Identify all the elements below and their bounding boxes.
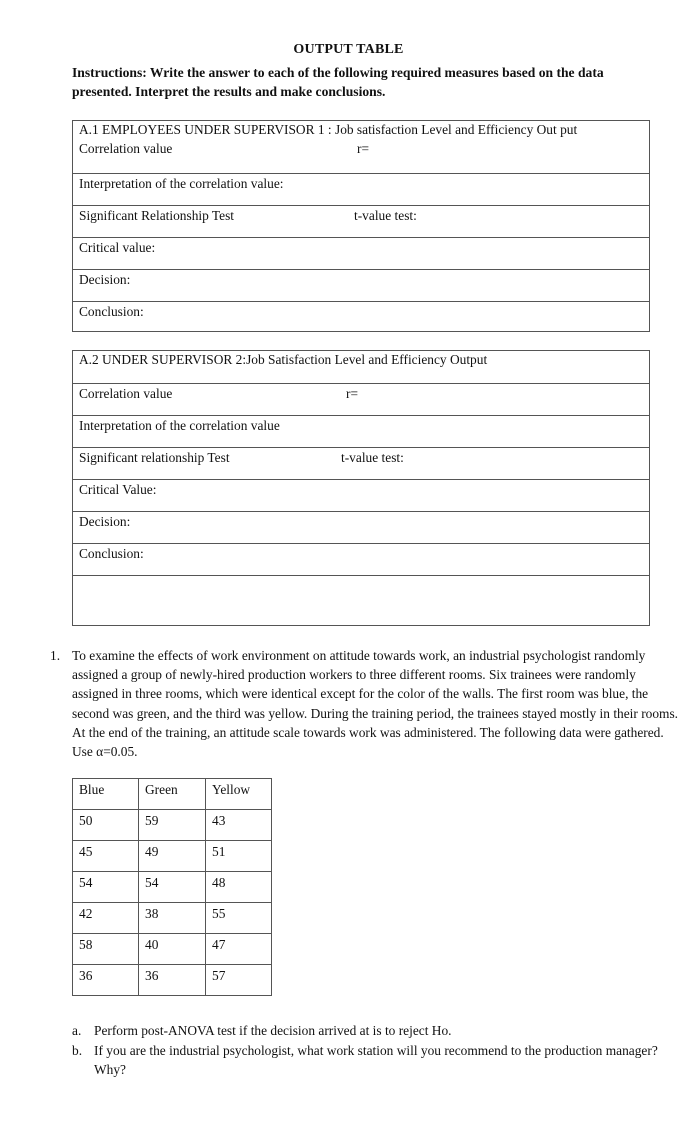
table-row [73, 841, 272, 872]
decision-row [73, 269, 649, 301]
cell-yellow: 43 [206, 810, 272, 841]
cell-yellow: 48 [206, 872, 272, 903]
cell-green: 38 [139, 903, 206, 934]
cell-blue: 58 [73, 934, 139, 965]
instructions: Instructions: Write the answer to each of the following required measures based on the data presented. Interpret the results and make conclusions. [72, 65, 604, 99]
correlation-label: Correlation value [79, 141, 173, 156]
cell-blue: 45 [73, 841, 139, 872]
blank-row [73, 575, 649, 625]
cell-green: 54 [139, 872, 206, 903]
correlation-label: Correlation value [79, 386, 173, 401]
table-header-row [73, 779, 272, 810]
conclusion-label: Conclusion: [79, 546, 144, 561]
decision-label: Decision: [79, 272, 131, 287]
cell-yellow: 47 [206, 934, 272, 965]
sub-question-label: a. [72, 1023, 82, 1038]
cell-yellow: 51 [206, 841, 272, 872]
table-row [73, 965, 272, 996]
cell-green: 49 [139, 841, 206, 872]
cell-green: 36 [139, 965, 206, 996]
significance-row [73, 447, 649, 479]
significance-row [73, 205, 649, 237]
table-a2 [72, 350, 650, 626]
table-a2-header-row [73, 351, 649, 383]
conclusion-row [73, 301, 649, 331]
cell-yellow: 55 [206, 903, 272, 934]
significance-label: Significant relationship Test [79, 450, 230, 465]
r-label: r= [346, 386, 359, 401]
cell-green: 40 [139, 934, 206, 965]
conclusion-label: Conclusion: [79, 304, 144, 319]
correlation-row [73, 383, 649, 415]
table-row [73, 810, 272, 841]
sub-question-text: If you are the industrial psychologist, what work station will you recommend to the production manager? Why? [94, 1043, 658, 1078]
header-yellow: Yellow [206, 779, 272, 810]
cell-blue: 50 [73, 810, 139, 841]
question-text: To examine the effects of work environment on attitude towards work, an industrial psychologist randomly assigned a group of newly-hired production workers to three different rooms. Six trainees were randomly assigned in three rooms, which were identical except for the color of the walls. The first room was blue, the second was green, and the third was yellow. During the training period, the trainees stayed mostly in their rooms. At the end of the training, an attitude scale towards work was administered. The following data were gathered. Use α=0.05. [72, 648, 679, 760]
header-blue: Blue [73, 779, 139, 810]
interpretation-label: Interpretation of the correlation value: [79, 176, 284, 191]
sub-question-label: b. [72, 1043, 83, 1058]
table-a1 [72, 120, 650, 332]
table-a1-header: A.1 EMPLOYEES UNDER SUPERVISOR 1 : Job satisfaction Level and Efficiency Out put [79, 122, 578, 137]
table-row [73, 872, 272, 903]
critical-label: Critical Value: [79, 482, 157, 497]
decision-label: Decision: [79, 514, 131, 529]
cell-blue: 54 [73, 872, 139, 903]
critical-row [73, 237, 649, 269]
table-a1-header-row [73, 121, 649, 173]
cell-blue: 36 [73, 965, 139, 996]
data-table [72, 778, 272, 996]
header-green: Green [139, 779, 206, 810]
r-label: r= [357, 141, 370, 156]
decision-row [73, 511, 649, 543]
t-value-label: t-value test: [354, 208, 417, 223]
question-number: 1. [50, 648, 61, 663]
critical-label: Critical value: [79, 240, 156, 255]
sub-question-text: Perform post-ANOVA test if the decision arrived at is to reject Ho. [94, 1023, 452, 1038]
table-a2-header: A.2 UNDER SUPERVISOR 2:Job Satisfaction Level and Efficiency Output [79, 352, 488, 367]
interpretation-label: Interpretation of the correlation value [79, 418, 280, 433]
table-row [73, 934, 272, 965]
interpretation-row [73, 415, 649, 447]
significance-label: Significant Relationship Test [79, 208, 235, 223]
table-row [73, 903, 272, 934]
t-value-label: t-value test: [341, 450, 404, 465]
conclusion-row [73, 543, 649, 575]
cell-blue: 42 [73, 903, 139, 934]
cell-green: 59 [139, 810, 206, 841]
cell-yellow: 57 [206, 965, 272, 996]
critical-row [73, 479, 649, 511]
page-title: OUTPUT TABLE [293, 42, 404, 57]
interpretation-row [73, 173, 649, 205]
